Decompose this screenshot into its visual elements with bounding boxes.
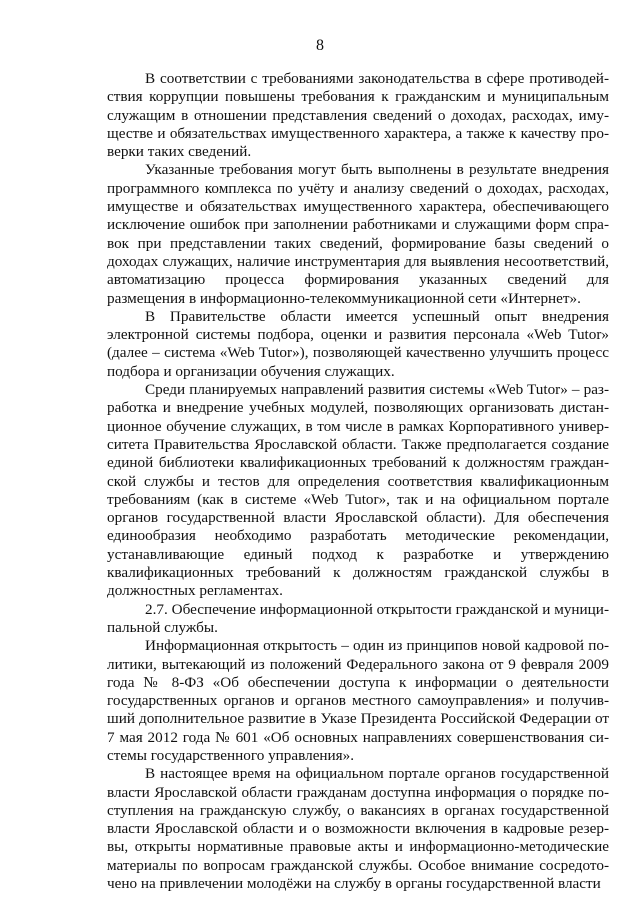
paragraph-web-tutor-experience: В Правительстве области имеется успешный опыт внедрения электронной системы подбора, оценки и развития персонала «Web Tutor» (далее – система «Web Tutor»), позволяющей качественно улучшить процесс подбора и организации обучения служащих. (107, 307, 609, 380)
paragraph-web-tutor-development: Среди планируемых направлений развития системы «Web Tutor» – разработка и внедрение учебных модулей, позволяющих организовать дистанционное обучение служащих, в том числе в рамках Корпоративного университета Правительства Ярославской области. Также предполагается создание единой библиотеки квалификационных требований к должностям гражданской службы и тестов для определения соответствия квалификационным требованиям (как в системе «Web Tutor», так и на официальном портале органов государственной власти Ярославской области). Для обеспечения единообразия необходимо разработать методические рекомендации, устанавливающие единый подход к разработке и утверждению квалификационных требований к должностям гражданской службы в должностных регламентах. (107, 381, 609, 600)
paragraph-information-openness: Информационная открытость – один из принципов новой кадровой политики, вытекающий из положений Федерального закона от 9 февраля 2009 года № 8-ФЗ «Об обеспечении доступа к информации о деятельности государственных органов и органов местного самоуправления» и получивший дополнительное развитие в Указе Президента Российской Федерации от 7 мая 2012 года № 601 «Об основных направлениях совершенствования системы государственного управления». (107, 637, 609, 764)
body-text (107, 70, 609, 893)
paragraph-official-portal: В настоящее время на официальном портале органов государственной власти Ярославской области гражданам доступна информация о порядке поступления на гражданскую службу, о вакансиях в органах государственной власти Ярославской области и о возможности включения в кадровые резервы, открыты нормативные правовые акты и информационно-методические материалы по вопросам гражданской службы. Особое внимание сосредоточено на привлечении молодёжи на службу в органы государственной власти (107, 765, 609, 893)
page-number: 8 (316, 37, 324, 54)
section-heading-2-7: 2.7. Обеспечение информационной открытости гражданской и муниципальной службы. (107, 600, 609, 636)
paragraph-software-complex: Указанные требования могут быть выполнены в результате внедрения программного комплекса по учёту и анализу сведений о доходах, расходах, имуществе и обязательствах имущественного характера, обеспечивающего исключение ошибок при заполнении работниками и служащими форм справок при представлении таких сведений, формирование базы сведений о доходах служащих, наличие инструментария для выявления несоответствий, автоматизацию процесса формирования указанных сведений для размещения в информационно-телекоммуникационной сети «Интернет». (107, 161, 609, 307)
paragraph-anticorruption-requirements: В соответствии с требованиями законодательства в сфере противодействия коррупции повышены требования к гражданским и муниципальным служащим в отношении представления сведений о доходах, расходах, имуществе и обязательствах имущественного характера, а также к качеству проверки таких сведений. (107, 70, 609, 161)
